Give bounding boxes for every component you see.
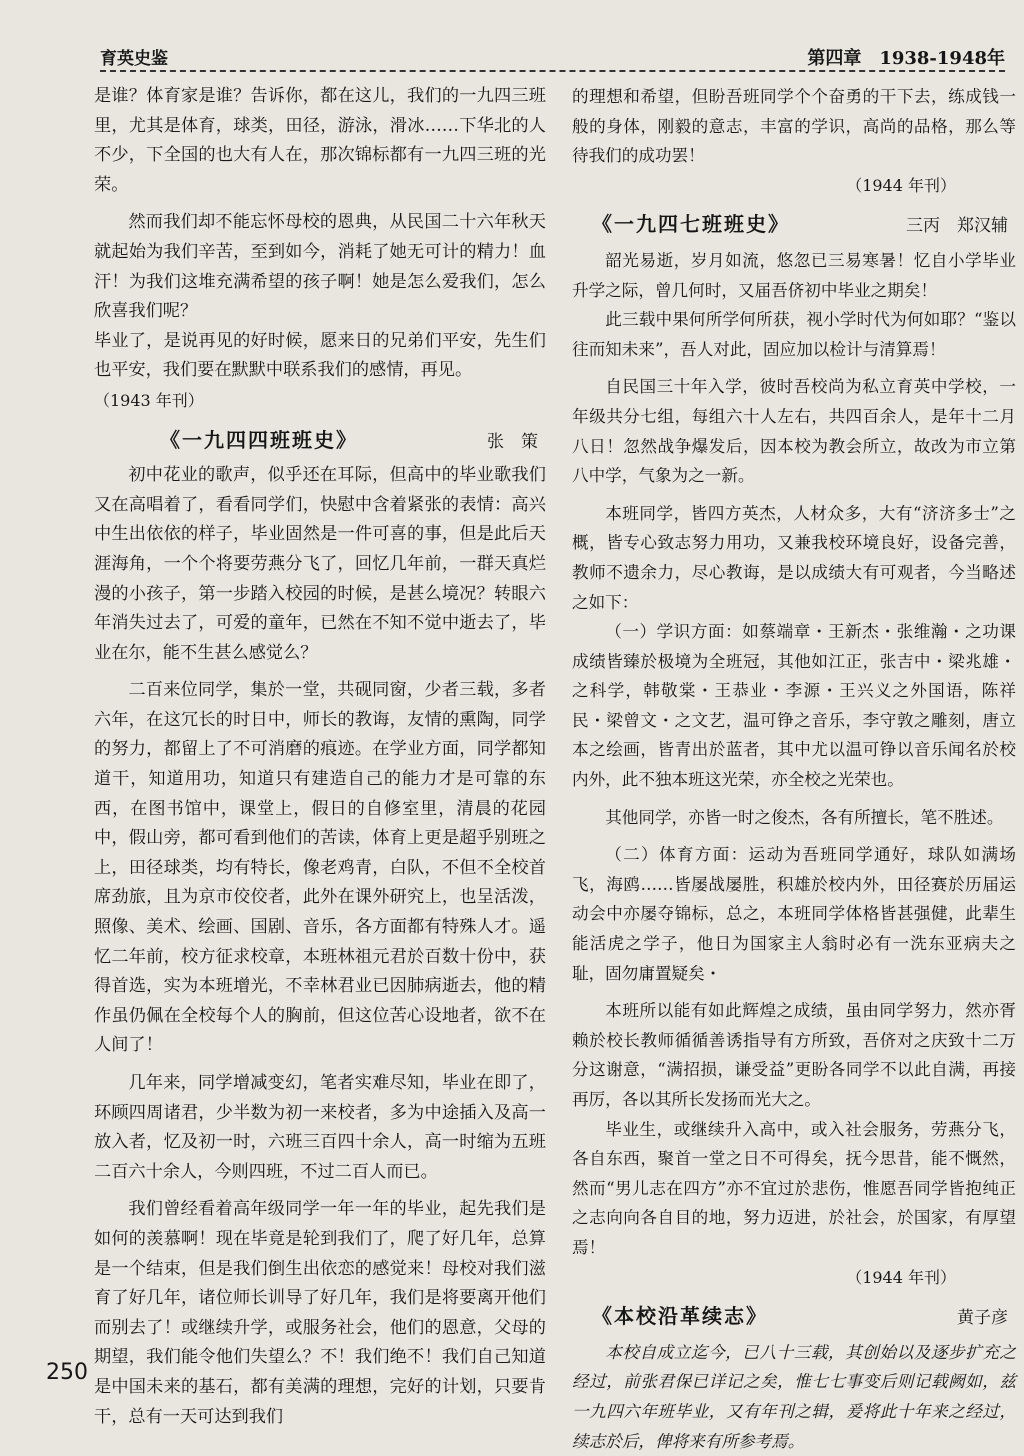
- year-note: （1943 年刊）: [94, 390, 204, 410]
- paragraph: 几年来，同学增减变幻，笔者实难尽知，毕业在即了，环顾四周诸君，少半数为初一来校者，多为中途插入及高一放入者，忆及初一时，六班三百四十余人，高一时缩为五班二百六十余人，今则四班，不过二百人而已。: [94, 1073, 546, 1182]
- paragraph: 自民国三十年入学，彼时吾校尚为私立育英中学校，一年级共分七组，每组六十人左右，共四百余人，是年十二月八日！忽然战争爆发后，因本校为教会所立，故改为市立第八中学，气象为之一新。: [572, 377, 1016, 486]
- running-header-left: 育英史鉴: [100, 44, 174, 69]
- paragraph: （二）体育方面：运动为吾班同学通好，球队如满场飞，海鸥……皆屡战屡胜，积雄於校内外，田径赛於历届运动会中亦屡夺锦标，总之，本班同学体格皆甚强健，此辈生能活虎之学子，他日为国家主人翁时必有一洗东亚病夫之耻，固勿庸置疑矣・: [572, 845, 1016, 983]
- article-heading: [572, 1302, 1016, 1334]
- article-title: 《一九四七班班史》: [592, 212, 790, 237]
- article-heading: [94, 426, 546, 458]
- paragraph: 然而我们却不能忘怀母校的恩典，从民国二十六年秋天就起始为我们辛苦，至到如今，消耗了她无可计的精力！血汗！为我们这堆充满希望的孩子啊！她是怎么爱我们，怎么欣喜我们呢？: [94, 212, 546, 322]
- paragraph: 的理想和希望，但盼吾班同学个个奋勇的干下去，练成钱一般的身体，刚毅的意志，丰富的学识，高尚的品格，那么等待我们的成功罢！: [572, 87, 1016, 166]
- paragraph: 初中花业的歌声，似乎还在耳际，但高中的毕业歌我们又在高唱着了，看看同学们，快慰中含着紧张的表情：高兴中生出依依的样子，毕业固然是一件可喜的事，但是此后天涯海角，一个个将要劳燕分飞了，回忆几年前，一群天真烂漫的小孩子，第一步踏入校园的时候，是甚么境况？转眼六年消失过去了，可爱的童年，已然在不知不觉中逝去了，毕业在尔，能不生甚么感觉么？: [94, 465, 546, 663]
- paragraph: 是谁？体育家是谁？告诉你，都在这儿，我们的一九四三班里，尤其是体育，球类，田径，游泳，滑冰……下华北的人不少，下全国的也大有人在，那次锦标都有一九四三班的光荣。: [94, 86, 546, 195]
- article-title: 《本校沿革续志》: [592, 1304, 768, 1329]
- right-column: [572, 82, 1016, 1456]
- left-column: [94, 82, 546, 1432]
- paragraph: 本班所以能有如此辉煌之成绩，虽由同学努力，然亦胥赖於校长教师循循善诱指导有方所致，吾侪对之庆致十二万分这谢意，“满招损，谦受益”更盼各同学不以此自满，再接再厉，各以其所长发扬而光大之。: [572, 1001, 1016, 1109]
- year-note: （1944 年刊）: [846, 175, 956, 195]
- paragraph: 其他同学，亦皆一时之俊杰，各有所擅长，笔不胜述。: [605, 807, 1004, 827]
- article-heading: [572, 210, 1016, 242]
- running-header: [100, 44, 1005, 72]
- article-author: 三丙 郑汉辅: [906, 216, 1008, 237]
- article-title: 《一九四四班班史》: [160, 427, 358, 452]
- paragraph: 韶光易逝，岁月如流，悠忽已三易寒暑！忆自小学毕业升学之际，曾几何时，又届吾侪初中毕业之期矣！: [572, 250, 1016, 300]
- paragraph: 我们曾经看着高年级同学一年一年的毕业，起先我们是如何的羡慕啊！现在毕竟是轮到我们了，爬了好几年，总算是一个结束，但是我们倒生出依恋的感觉来！母校对我们滋育了好几年，诸位师长训导了好几年，我们是将要离开他们而别去了！或继续升学，或服务社会，他们的恩意，父母的期望，我们能令他们失望么？不！我们绝不！我们自己知道是中国未来的基石，都有美满的理想，完好的计划，只要肯干，总有一天可达到我们: [94, 1199, 546, 1427]
- year-note: （1944 年刊）: [846, 1267, 956, 1287]
- page-number: 250: [46, 1360, 88, 1385]
- paragraph: 此三载中果何所学何所获，视小学时代为何如耶？“鉴以往而知未来”，吾人对此，固应加以检计与清算焉！: [572, 310, 1016, 359]
- paragraph: 毕业了，是说再见的好时候，愿来日的兄弟们平安，先生们也平安，我们要在默默中联系我们的感情，再见。: [94, 330, 546, 381]
- paragraph: 毕业生，或继续升入高中，或入社会服务，劳燕分飞，各自东西，聚首一堂之日不可得矣，抚今思昔，能不慨然，然而“男儿志在四方”亦不宜过於悲伤，惟愿吾同学皆抱纯正之志向向各自目的地，努力迈进，於社会，於国家，有厚望焉！: [572, 1119, 1016, 1257]
- article-author: 张 策: [487, 431, 538, 452]
- paragraph: 本班同学，皆四方英杰，人材众多，大有“济济多士”之概，皆专心致志努力用功，又兼我校环境良好，设备完善，教师不遗余力，尽心教诲，是以成绩大有可观者，今当略述之如下：: [572, 503, 1016, 612]
- paragraph: 本校自成立迄今，已八十三载，其创始以及逐步扩充之经过，前张君保已详记之矣，惟七七事变后则记载阙如，兹一九四六年班毕业，又有年刊之辑，爰将此十年来之经过，续志於后，俾将来有所参考焉。: [572, 1342, 1016, 1451]
- paragraph: （一）学识方面：如蔡端章・王新杰・张维瀚・之功课成绩皆臻於极境为全班冠，其他如江正，张吉中・梁兆雄・之科学，韩敬棠・王恭业・李源・王兴义之外国语，陈祥民・梁曾文・之文艺，温可铮之音乐，李守敦之雕刻，唐立本之绘画，皆青出於蓝者，其中尤以温可铮以音乐闻名於校内外，此不独本班这光荣，亦全校之光荣也。: [572, 622, 1016, 790]
- article-author: 黄子彦: [957, 1308, 1008, 1329]
- paragraph: 二百来位同学，集於一堂，共砚同窗，少者三载，多者六年，在这冗长的时日中，师长的教诲，友情的熏陶，同学的努力，都留上了不可消磨的痕迹。在学业方面，同学都知道干，知道用功，知道只有建造自己的能力才是可靠的东西，在图书馆中，课堂上，假日的自修室里，清晨的花园中，假山旁，都可看到他们的苦读，体育上更是超乎别班之上，田径球类，均有特长，像老鸡青，白队，不但不全校首席劲旅，且为京市佼佼者，此外在课外研究上，也呈活泼，照像、美术、绘画、国剧、音乐，各方面都有特殊人才。遥忆二年前，校方征求校章，本班林祖元君於百数十份中，获得首选，实为本班增光，不幸林君业已因肺病逝去，他的精作虽仍佩在全校每个人的胸前，但这位苦心设地者，欲不在人间了！: [94, 680, 546, 1056]
- running-header-right: 第四章 1938-1948年: [801, 44, 1005, 70]
